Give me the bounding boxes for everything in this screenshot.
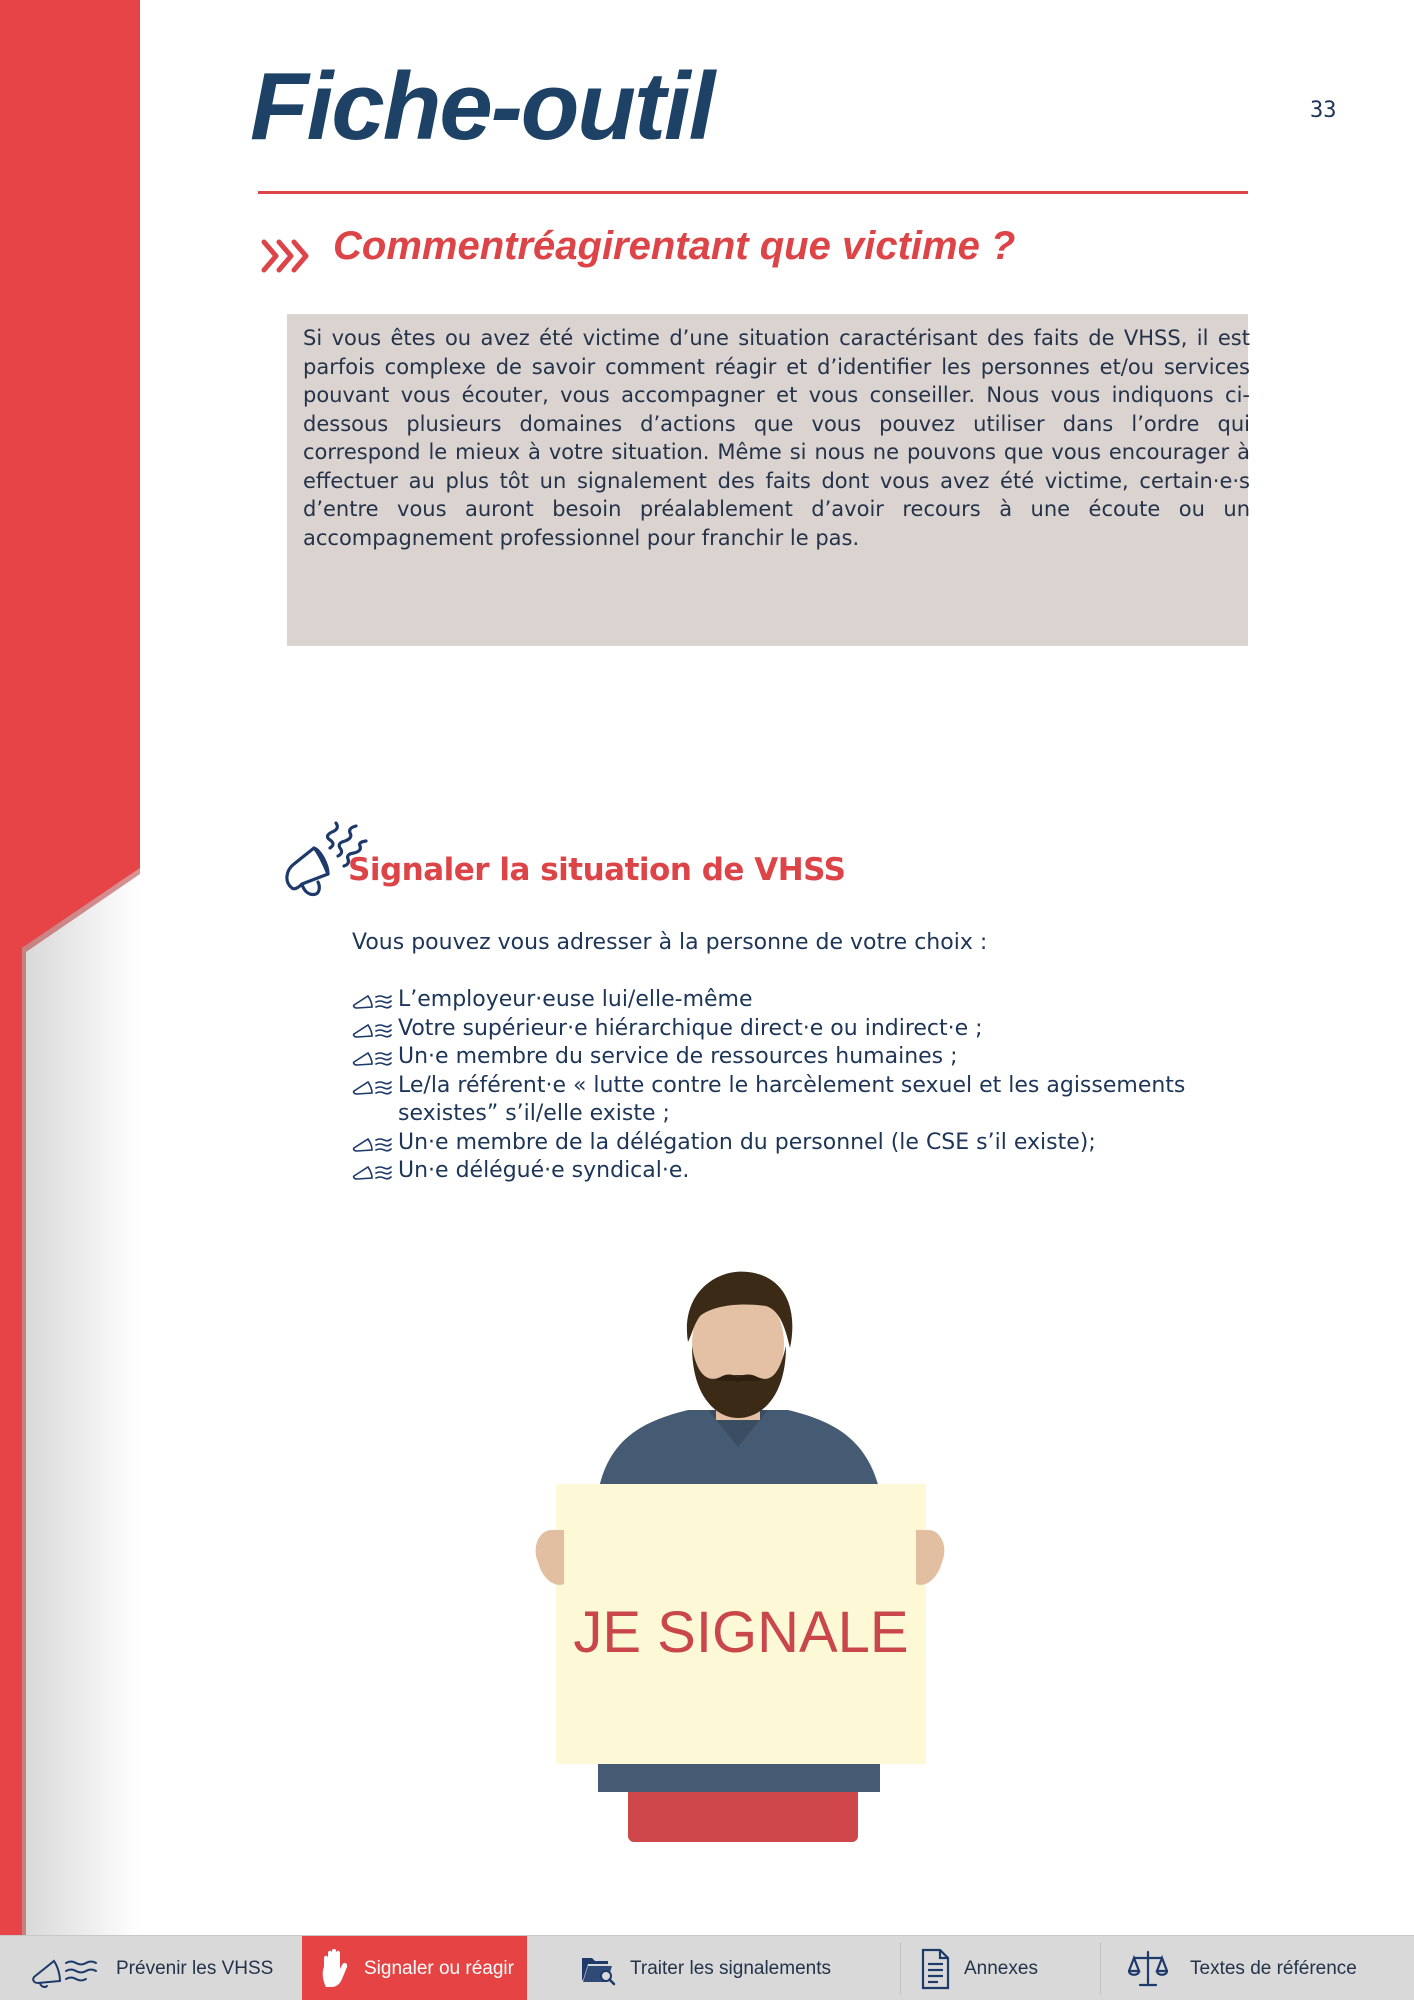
nav-item-signaler[interactable] [302,1936,527,2000]
list-item-text: Un·e membre du service de ressources humaines ; [398,1044,958,1069]
scales-icon [1128,1949,1168,1989]
man-holding-sign-illustration [528,1262,948,1844]
nav-item-label: Prévenir les VHSS [116,1957,274,1979]
megaphone-bullet-icon [350,1020,392,1040]
report-heading: Signaler la situation de VHSS [348,852,846,888]
megaphone-bullet-icon [350,991,392,1011]
sign-text: JE SIGNALE [573,1600,909,1665]
title-divider [258,191,1248,194]
nav-item-label: Signaler ou réagir [364,1957,514,1979]
nav-item-prevenir[interactable] [30,1936,273,2000]
raised-hand-icon [320,1949,350,1989]
page-title: Fiche-outil [250,53,714,160]
list-item-text: L’employeur·euse lui/elle-même [398,987,753,1012]
list-item [350,1043,1250,1072]
intro-paragraph: Si vous êtes ou avez été victime d’une situation caractérisant des faits de VHSS, il est parfois complexe de savoir comment réagir et d’identifier les personnes et/ou services pouvant vous écouter, vous accompagner et vous conseiller. Nous vous indiquons ci-dessous plusieurs domaines d’actions que vous pouvez utiliser dans l’ordre qui correspond le mieux à votre situation. Même si nous ne pouvons que vous encourager à effectuer au plus tôt un signalement des faits dont vous avez été victime, certain·e·s d’entre vous auront besoin préalablement d’avoir recours à une écoute ou un accompagnement professionnel pour franchir le pas. [303,326,1250,550]
sidebar-decoration [0,0,140,1935]
page-number: 33 [1310,98,1337,123]
list-item [350,1129,1250,1158]
list-item [350,1157,1250,1186]
list-item-text: Votre supérieur·e hiérarchique direct·e ou indirect·e ; [398,1015,983,1041]
megaphone-bullet-icon [350,1134,392,1154]
megaphone-bullet-icon [350,1077,392,1097]
chevrons-icon [260,236,312,276]
nav-divider [900,1942,901,1995]
list-item-text: Le/la référent·e « lutte contre le harcèlement sexuel et les agissements sexistes” s’il/elle existe ; [398,1072,1186,1126]
megaphone-icon [30,1949,102,1989]
list-item [350,1015,1250,1044]
document-icon [920,1948,950,1990]
list-item [350,1072,1250,1129]
right-hand-shape [916,1530,944,1585]
report-lead: Vous pouvez vous adresser à la personne de votre choix : [352,930,988,955]
megaphone-bullet-icon [350,1048,392,1068]
list-item [350,986,1250,1015]
section-heading: Commentréagirentant que victime ? [333,224,1016,268]
list-item-text: Un·e membre de la délégation du personnel (le CSE s’il existe); [398,1129,1096,1155]
left-hand-shape [536,1530,564,1585]
nav-item-traiter[interactable] [580,1936,831,2000]
nav-item-label: Textes de référence [1190,1957,1357,1979]
nav-item-label: Annexes [964,1957,1038,1979]
nav-divider [1100,1942,1101,1995]
megaphone-bullet-icon [350,1162,392,1182]
folder-search-icon [580,1952,616,1986]
nav-item-label: Traiter les signalements [630,1957,831,1979]
nav-item-annexes[interactable] [920,1936,1038,2000]
contact-list [350,986,1250,1186]
nav-item-textes[interactable] [1128,1936,1357,2000]
footer-nav [0,1935,1414,2000]
list-item-text: Un·e délégué·e syndical·e. [398,1158,690,1183]
